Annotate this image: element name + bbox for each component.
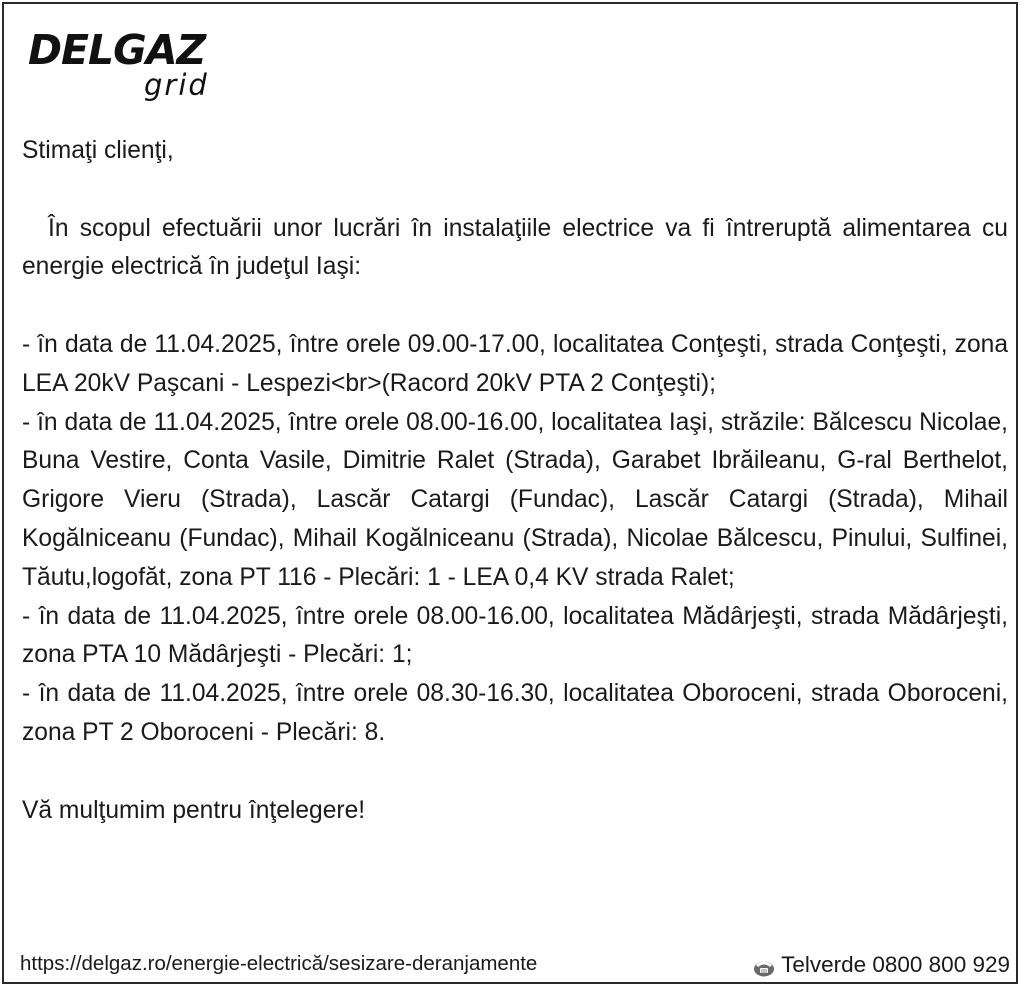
notice-body: [22, 132, 1008, 830]
phone-text: Telverde 0800 800 929: [781, 952, 1010, 977]
closing-line: Vă mulţumim pentru înţelegere!: [22, 796, 366, 824]
outage-item: - în data de 11.04.2025, între orele 08.00-16.00, localitatea Iaşi, străzile: Bălcescu Nicolae, Buna Vestire, Conta Vasile, Dimitrie Ralet (Strada), Garabet Ibrăileanu, G-ral Berthelot, Grigore Vieru (Strada), Lascăr Catargi (Fundac), Lascăr Catargi (Strada), Mihail Kogălniceanu (Fundac), Mihail Kogălniceanu (Strada), Nicolae Bălcescu, Pinului, Sulfinei, Tăutu,logofăt, zona PT 116 - Plecări: 1 - LEA 0,4 KV strada Ralet;: [22, 408, 1008, 591]
outage-item: - în data de 11.04.2025, între orele 08.00-16.00, localitatea Mădârjeşti, strada Mădârjeşti, zona PTA 10 Mădârjeşti - Plecări: 1;: [22, 602, 1008, 669]
footer-phone: [753, 951, 1010, 979]
notice-frame: [2, 2, 1018, 984]
outage-item: - în data de 11.04.2025, între orele 08.30-16.30, localitatea Oboroceni, strada Oboroceni, zona PT 2 Oboroceni - Plecări: 8.: [22, 680, 1008, 746]
footer-url: https://delgaz.ro/energie-electrică/sesizare-deranjamente: [20, 952, 538, 975]
delgaz-grid-logo: [28, 26, 228, 106]
greeting: Stimaţi clienţi,: [22, 137, 174, 164]
telephone-icon: [753, 956, 775, 974]
logo-sub: grid: [144, 68, 209, 102]
intro-paragraph: În scopul efectuării unor lucrări în instalaţiile electrice va fi întreruptă alimentarea cu energie electrică în judeţul Iaşi:: [22, 214, 1008, 281]
outage-item: - în data de 11.04.2025, între orele 09.00-17.00, localitatea Conţeşti, strada Conţeşti, zona LEA 20kV Paşcani - Lespezi<br>(Racord 20kV PTA 2 Conţeşti);: [22, 330, 1008, 397]
logo-brand: DELGAZ: [28, 26, 206, 74]
